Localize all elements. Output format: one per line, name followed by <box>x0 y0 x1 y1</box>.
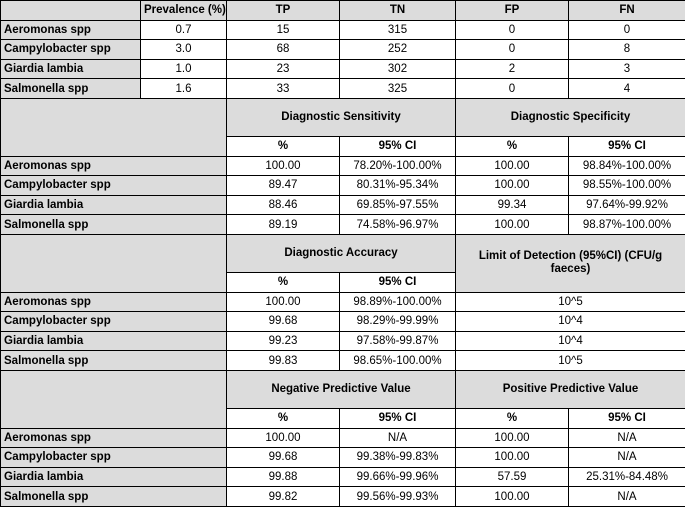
ci-subheader: 95% CI <box>340 136 456 156</box>
tp-value: 68 <box>227 40 340 60</box>
ppv-pct: 57.59 <box>456 467 569 487</box>
organism-label: Aeromonas spp <box>1 428 227 448</box>
pct-subheader: % <box>227 272 340 292</box>
accuracy-ci: 98.29%-99.99% <box>340 312 456 332</box>
ppv-ci: 25.31%-84.48% <box>569 467 685 487</box>
sens-spec-corner <box>1 98 227 156</box>
npv-header: Negative Predictive Value <box>227 370 456 408</box>
organism-label: Giardia lambia <box>1 467 227 487</box>
npv-pct: 99.68 <box>227 448 340 468</box>
npv-pct: 99.82 <box>227 487 340 507</box>
specificity-pct: 100.00 <box>456 215 569 235</box>
sensitivity-pct: 89.19 <box>227 215 340 235</box>
specificity-ci: 98.87%-100.00% <box>569 215 685 235</box>
npv-ci: 99.66%-99.96% <box>340 467 456 487</box>
table-row <box>1 156 685 176</box>
ppv-pct: 100.00 <box>456 487 569 507</box>
ci-subheader: 95% CI <box>340 408 456 428</box>
npv-pct: 100.00 <box>227 428 340 448</box>
counts-corner <box>1 1 141 21</box>
tp-value: 23 <box>227 59 340 79</box>
specificity-pct: 100.00 <box>456 156 569 176</box>
predictive-header-row <box>1 370 685 408</box>
specificity-ci: 98.55%-100.00% <box>569 176 685 196</box>
sensitivity-ci: 80.31%-95.34% <box>340 176 456 196</box>
npv-pct: 99.88 <box>227 467 340 487</box>
fn-value: 8 <box>569 40 685 60</box>
ppv-ci: N/A <box>569 487 685 507</box>
sens-spec-header-row <box>1 98 685 136</box>
prevalence-header: Prevalence (%) <box>141 1 227 21</box>
sensitivity-ci: 78.20%-100.00% <box>340 156 456 176</box>
ppv-ci: N/A <box>569 428 685 448</box>
tn-header: TN <box>340 1 456 21</box>
accuracy-ci: 98.65%-100.00% <box>340 351 456 371</box>
npv-ci: 99.56%-99.93% <box>340 487 456 507</box>
fn-value: 4 <box>569 79 685 99</box>
organism-label: Aeromonas spp <box>1 20 141 40</box>
table-row <box>1 312 685 332</box>
sensitivity-ci: 69.85%-97.55% <box>340 195 456 215</box>
table-row <box>1 292 685 312</box>
sensitivity-pct: 89.47 <box>227 176 340 196</box>
table-row <box>1 448 685 468</box>
ppv-pct: 100.00 <box>456 448 569 468</box>
tn-value: 325 <box>340 79 456 99</box>
organism-label: Salmonella spp <box>1 351 227 371</box>
accuracy-corner <box>1 234 227 292</box>
accuracy-ci: 97.58%-99.87% <box>340 331 456 351</box>
organism-label: Salmonella spp <box>1 215 227 235</box>
npv-ci: 99.38%-99.83% <box>340 448 456 468</box>
tn-value: 302 <box>340 59 456 79</box>
organism-label: Campylobacter spp <box>1 176 227 196</box>
sensitivity-pct: 88.46 <box>227 195 340 215</box>
organism-label: Campylobacter spp <box>1 312 227 332</box>
prevalence-value: 3.0 <box>141 40 227 60</box>
fp-value: 0 <box>456 40 569 60</box>
specificity-pct: 99.34 <box>456 195 569 215</box>
sensitivity-pct: 100.00 <box>227 156 340 176</box>
accuracy-pct: 99.83 <box>227 351 340 371</box>
fn-value: 3 <box>569 59 685 79</box>
organism-label: Salmonella spp <box>1 79 141 99</box>
table-row <box>1 331 685 351</box>
tn-value: 252 <box>340 40 456 60</box>
accuracy-header: Diagnostic Accuracy <box>227 234 456 272</box>
organism-label: Aeromonas spp <box>1 292 227 312</box>
fp-value: 0 <box>456 20 569 40</box>
table-row <box>1 20 685 40</box>
tp-value: 33 <box>227 79 340 99</box>
organism-label: Campylobacter spp <box>1 40 141 60</box>
specificity-header: Diagnostic Specificity <box>456 98 685 136</box>
fp-value: 0 <box>456 79 569 99</box>
ci-subheader: 95% CI <box>569 408 685 428</box>
table-row <box>1 40 685 60</box>
tn-value: 315 <box>340 20 456 40</box>
lod-value: 10^5 <box>456 351 685 371</box>
predictive-corner <box>1 370 227 428</box>
lod-value: 10^4 <box>456 331 685 351</box>
organism-label: Salmonella spp <box>1 487 227 507</box>
lod-header: Limit of Detection (95%CI) (CFU/g faeces) <box>456 234 685 292</box>
table-row <box>1 428 685 448</box>
fn-value: 0 <box>569 20 685 40</box>
organism-label: Giardia lambia <box>1 331 227 351</box>
table-row <box>1 79 685 99</box>
organism-label: Aeromonas spp <box>1 156 227 176</box>
table-row <box>1 215 685 235</box>
lod-value: 10^4 <box>456 312 685 332</box>
accuracy-pct: 100.00 <box>227 292 340 312</box>
table-row <box>1 467 685 487</box>
table-row <box>1 176 685 196</box>
ppv-header: Positive Predictive Value <box>456 370 685 408</box>
fp-header: FP <box>456 1 569 21</box>
pct-subheader: % <box>227 408 340 428</box>
specificity-ci: 98.84%-100.00% <box>569 156 685 176</box>
table-row <box>1 351 685 371</box>
fp-value: 2 <box>456 59 569 79</box>
organism-label: Giardia lambia <box>1 195 227 215</box>
npv-ci: N/A <box>340 428 456 448</box>
specificity-pct: 100.00 <box>456 176 569 196</box>
pct-subheader: % <box>456 136 569 156</box>
prevalence-value: 1.6 <box>141 79 227 99</box>
table-row <box>1 195 685 215</box>
accuracy-pct: 99.23 <box>227 331 340 351</box>
pct-subheader: % <box>456 408 569 428</box>
organism-label: Campylobacter spp <box>1 448 227 468</box>
sensitivity-header: Diagnostic Sensitivity <box>227 98 456 136</box>
sensitivity-ci: 74.58%-96.97% <box>340 215 456 235</box>
pct-subheader: % <box>227 136 340 156</box>
organism-label: Giardia lambia <box>1 59 141 79</box>
lod-value: 10^5 <box>456 292 685 312</box>
ci-subheader: 95% CI <box>340 272 456 292</box>
fn-header: FN <box>569 1 685 21</box>
ppv-ci: N/A <box>569 448 685 468</box>
accuracy-ci: 98.89%-100.00% <box>340 292 456 312</box>
specificity-ci: 97.64%-99.92% <box>569 195 685 215</box>
tp-value: 15 <box>227 20 340 40</box>
accuracy-pct: 99.68 <box>227 312 340 332</box>
tp-header: TP <box>227 1 340 21</box>
prevalence-value: 0.7 <box>141 20 227 40</box>
table-row <box>1 59 685 79</box>
ci-subheader: 95% CI <box>569 136 685 156</box>
table-row <box>1 487 685 507</box>
accuracy-header-row <box>1 234 685 272</box>
prevalence-value: 1.0 <box>141 59 227 79</box>
ppv-pct: 100.00 <box>456 428 569 448</box>
